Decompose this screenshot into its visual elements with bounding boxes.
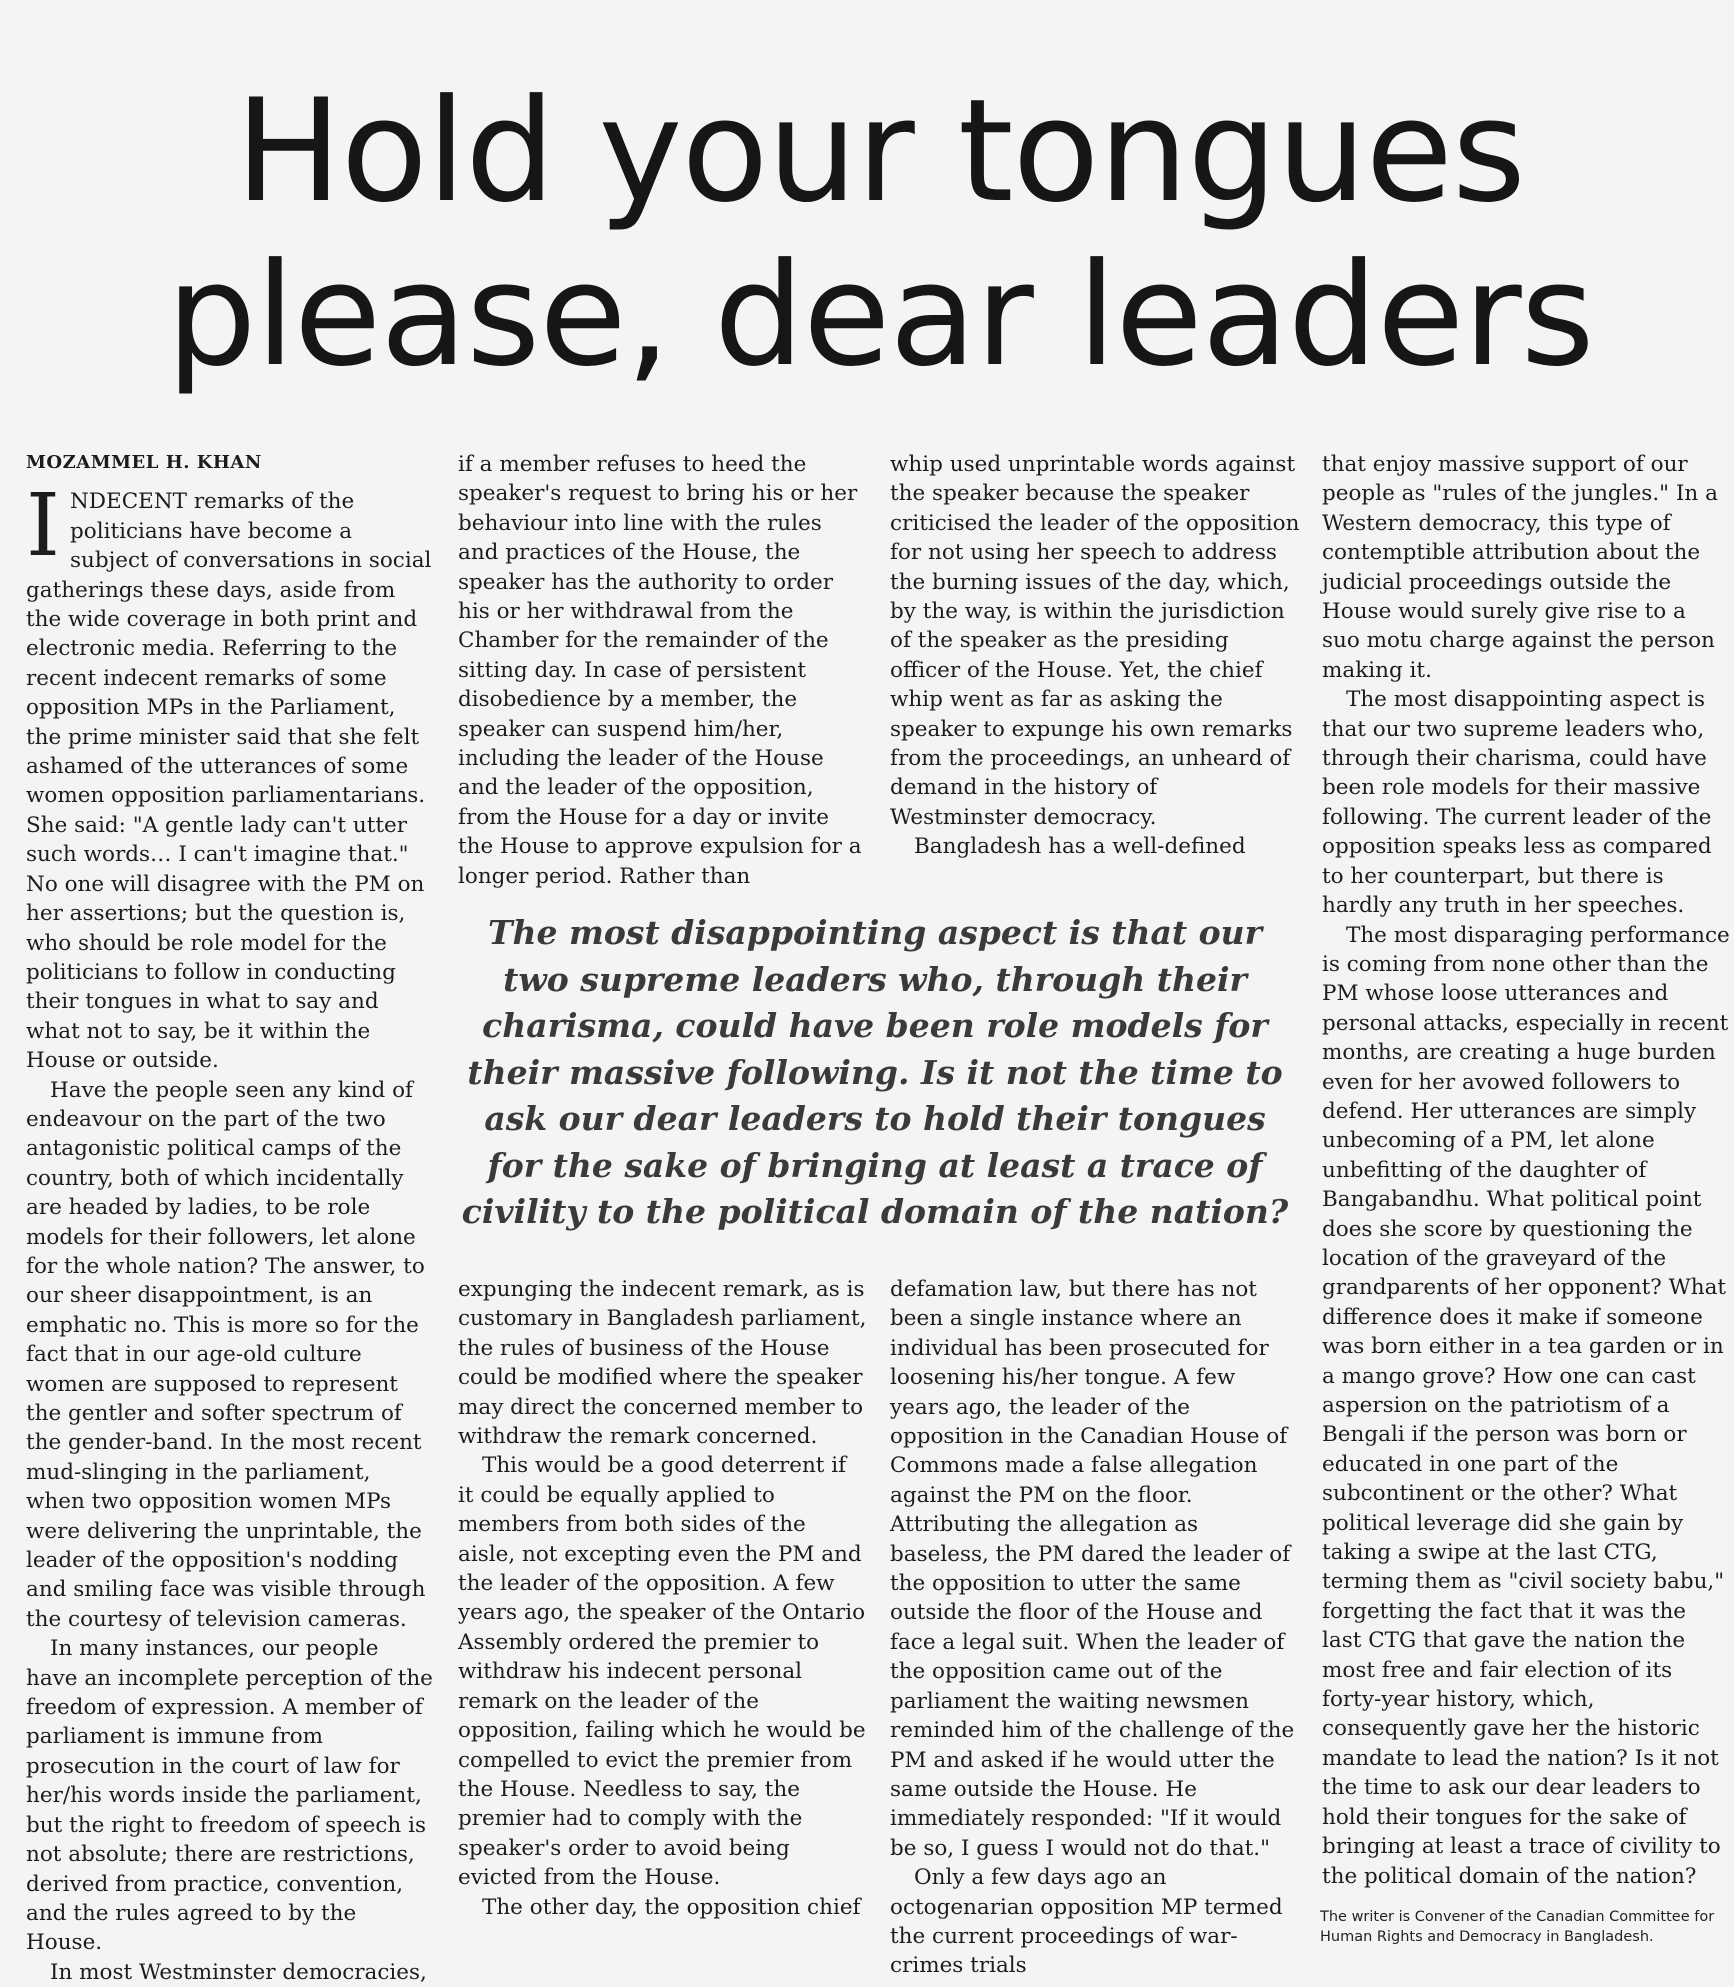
paragraph: This would be a good deterrent if it could be equally applied to members from both sides of the aisle, not excepting even the PM and the leader of the opposition. A few years ago, the speaker of the Ontario Assembly ordered the premier to withdraw his indecent personal remark on the leader of the opposition, failing which he would be compelled to evict the premier from the House. Needless to say, the premier had to comply with the speaker's order to avoid being evicted from the House.: [458, 1453, 866, 1891]
paragraph: The most disparaging performance is coming from none other than the PM whose loose utterances and personal attacks, especially in recent months, are creating a huge burden even for her avowed followers to defend. Her utterances are simply unbecoming of a PM, let alone unbefitting of the daughter of Bangabandhu. What political point does she score by questioning the location of the graveyard of the grandparents of her opponent? What difference does it make if someone was born either in a tea garden or in a mango grove? How one can cast aspersion on the patriotism of a Bengali if the person was born or educated in one part of the subcontinent or the other? What political leverage did she gain by taking a swipe at the last CTG, terming them as "civil society babu," forgetting the fact that it was the last CTG that gave the nation the most free and fair election of its forty-year history, which, consequently gave her the historic mandate to lead the nation? Is it not the time to ask our dear leaders to hold their tongues for the sake of bringing at least a trace of civility to the political domain of the nation?: [1322, 922, 1730, 1889]
paragraph: expunging the indecent remark, as is customary in Bangladesh parliament, the rules of business of the House could be modified where the speaker may direct the concerned member to withdraw the remark concerned.: [458, 1277, 867, 1450]
paragraph: if a member refuses to heed the speaker's request to bring his or her behaviour into line with the rules and practices of the House, the speaker has the authority to order his or her withdrawal from the Chamber for the remainder of the sitting day. In case of persistent disobedience by a member, the speaker can suspend him/her, including the leader of the House and the leader of the opposition, from the House for a day or invite the House to approve expulsion for a longer period. Rather than: [458, 452, 862, 889]
headline: [140, 70, 1620, 398]
paragraph: In many instances, our people have an incomplete perception of the freedom of expression. A member of parliament is immune from prosecution in the court of law for her/his words inside the parliament, but the right to freedom of speech is not absolute; there are restrictions, derived from practice, convention, and the rules agreed to by the House.: [26, 1636, 433, 1956]
paragraph: The other day, the opposition chief: [482, 1894, 861, 1920]
paragraph: The most disappointing aspect is that our two supreme leaders who, through their charisma, could have been role models for their massive following. The current leader of the opposition speaks less as compared to her counterpart, but there is hardly any truth in her speeches.: [1322, 687, 1712, 919]
paragraph: [26, 476, 434, 1075]
column-1: [26, 448, 434, 1987]
headline-line-1: Hold your tongues: [235, 69, 1525, 234]
column-4: [1322, 450, 1730, 1891]
paragraph: defamation law, but there has not been a single instance where an individual has been prosecuted for loosening his/her tongue. A few years ago, the leader of the opposition in the Canadian House of Commons made a false allegation against the PM on the floor. Attributing the allegation as baseless, the PM dared the leader of the opposition to utter the same outside the floor of the House and face a legal suit. When the leader of the opposition came out of the parliament the waiting newsmen reminded him of the challenge of the PM and asked if he would utter the same outside the House. He immediately responded: "If it would be so, I guess I would not do that.": [890, 1277, 1295, 1861]
headline-line-2: please, dear leaders: [166, 233, 1594, 398]
paragraph: whip used unprintable words against the speaker because the speaker criticised the leader of the opposition for not using her speech to address the burning issues of the day, which, by the way, is within the jurisdiction of the speaker as the presiding officer of the House. Yet, the chief whip went as far as asking the speaker to expunge his own remarks from the proceedings, an unheard of demand in the history of Westminster democracy.: [890, 452, 1300, 830]
byline: MOZAMMEL H. KHAN: [26, 452, 262, 473]
paragraph: Only a few days ago an octogenarian opposition MP termed the current proceedings of war-crimes trials: [890, 1865, 1283, 1979]
paragraph-text: NDECENT remarks of the politicians have become a subject of conversations in social gatherings these days, aside from the wide coverage in both print and electronic media. Referring to the recent indecent remarks of some opposition MPs in the Parliament, the prime minister said that she felt ashamed of the utterances of some women opposition parliamentarians. She said: "A gentle lady can't utter such words… I can't imagine that." No one will disagree with the PM on her assertions; but the question is, who should be role model for the politicians to follow in conducting their tongues in what to say and what not to say, be it within the House or outside.: [26, 489, 432, 1074]
paragraph: Have the people seen any kind of endeavour on the part of the two antagonistic political camps of the country, both of which incidentally are headed by ladies, to be role models for their followers, let alone for the whole nation? The answer, to our sheer disappointment, is an emphatic no. This is more so for the fact that in our age-old culture women are supposed to represent the gentler and softer spectrum of the gender-band. In the most recent mud-slinging in the parliament, when two opposition women MPs were delivering the unprintable, the leader of the opposition's nodding and smiling face was visible through the courtesy of television cameras.: [26, 1077, 426, 1632]
author-footnote: The writer is Convener of the Canadian Committee for Human Rights and Democracy in Bangladesh.: [1320, 1909, 1715, 1945]
column-3-top: [890, 450, 1300, 862]
column-3-bottom: [890, 1275, 1300, 1981]
paragraph: that enjoy massive support of our people as "rules of the jungles." In a Western democracy, this type of contemptible attribution about the judicial proceedings outside the House would surely give rise to a suo motu charge against the person making it.: [1322, 452, 1718, 683]
paragraph: Bangladesh has a well-defined: [914, 834, 1246, 860]
column-2-bottom: [458, 1275, 868, 1922]
column-2-top: [458, 450, 868, 891]
drop-cap: I: [26, 476, 60, 577]
pull-quote: The most disappointing aspect is that our two supreme leaders who, through their charisma, could have been role models for their massive following. Is it not the time to ask our dear leaders to hold their tongues for the sake of bringing at least a trace of civility to the political domain of the nation?: [461, 913, 1289, 1231]
paragraph: In most Westminster democracies,: [50, 1959, 427, 1985]
